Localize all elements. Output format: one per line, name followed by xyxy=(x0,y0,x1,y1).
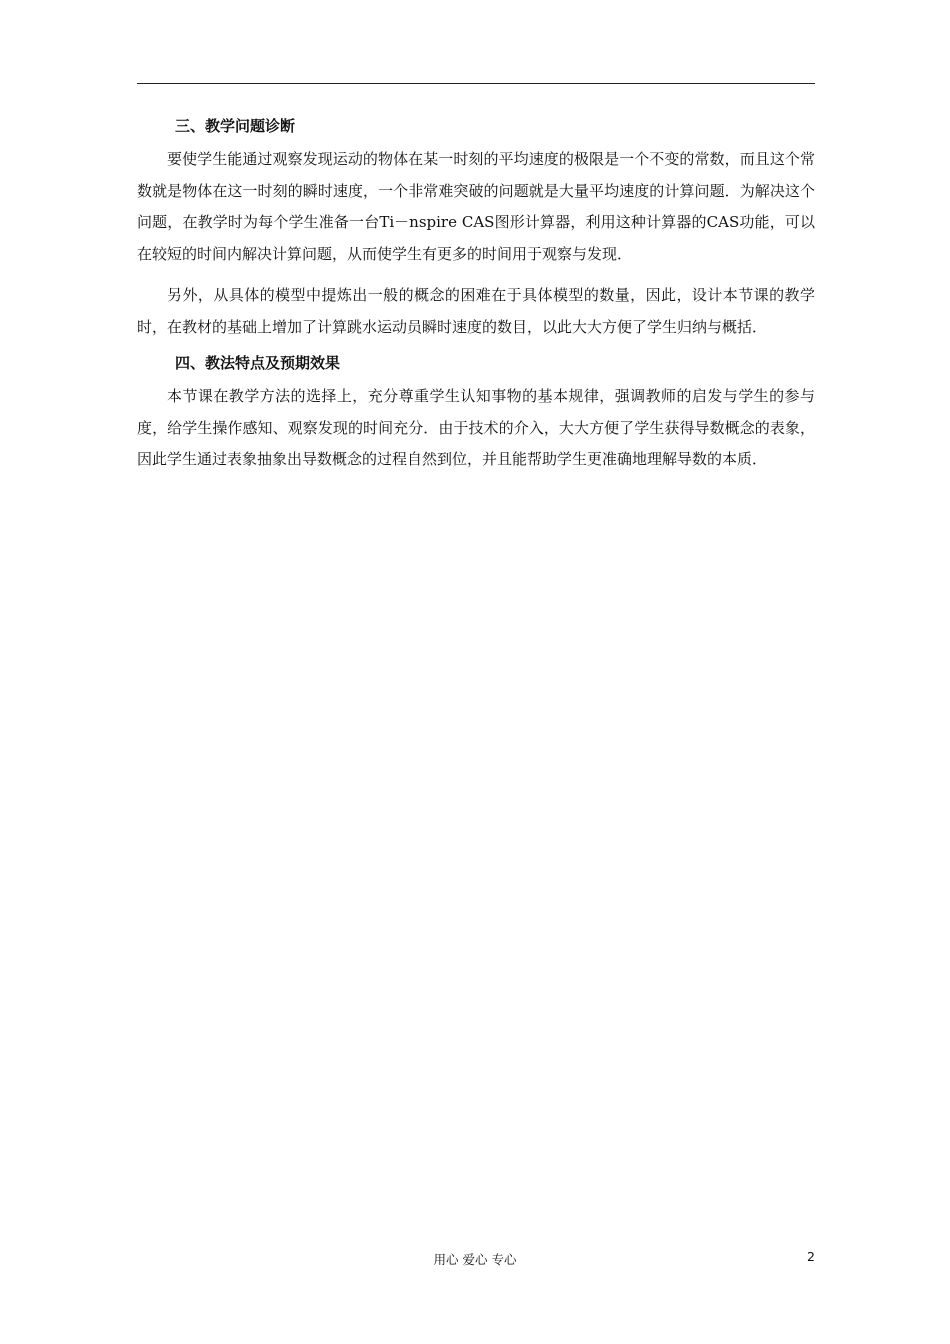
document-body xyxy=(137,116,815,486)
section-heading-problem-diagnosis: 三、教学问题诊断 xyxy=(175,117,296,135)
footer-motto: 用心 爱心 专心 xyxy=(433,1252,517,1267)
paragraph: 另外，从具体的模型中提炼出一般的概念的困难在于具体模型的数量，因此，设计本节课的教学时，在教材的基础上增加了计算跳水运动员瞬时速度的数目，以此大大方便了学生归纳与概括． xyxy=(137,286,815,336)
paragraph: 要使学生能通过观察发现运动的物体在某一时刻的平均速度的极限是一个不变的常数，而且这个常数就是物体在这一时刻的瞬时速度，一个非常难突破的问题就是大量平均速度的计算问题．为解决这个问题，在教学时为每个学生准备一台Ti－nspire CAS图形计算器，利用这种计算器的CAS功能，可以在较短的时间内解决计算问题，从而使学生有更多的时间用于观察与发现． xyxy=(137,150,815,263)
section-heading-teaching-method: 四、教法特点及预期效果 xyxy=(175,354,341,372)
paragraph: 本节课在教学方法的选择上，充分尊重学生认知事物的基本规律，强调教师的启发与学生的参与度，给学生操作感知、观察发现的时间充分．由于技术的介入，大大方便了学生获得导数概念的表象，因此学生通过表象抽象出导数概念的过程自然到位，并且能帮助学生更准确地理解导数的本质． xyxy=(137,387,815,468)
header-rule xyxy=(137,83,815,84)
page-number: 2 xyxy=(807,1249,815,1264)
